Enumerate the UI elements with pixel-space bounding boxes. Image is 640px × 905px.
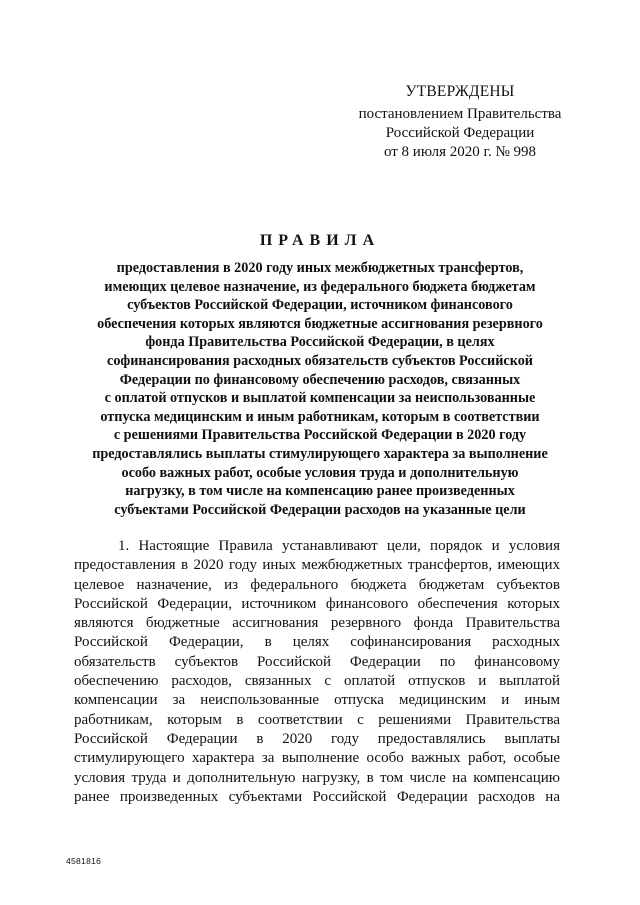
paragraph-line: стимулирующего характера за выполнение особо важных работ, особые: [74, 750, 560, 767]
approval-line-1: постановлением Правительства: [358, 106, 562, 122]
subtitle-line: субъектов Российской Федерации, источником финансового: [127, 297, 513, 314]
subtitle-line: с решениями Правительства Российской Федерации в 2020 году: [113, 427, 527, 444]
subtitle-line: особо важных работ, особые условия труда и дополнительную: [121, 464, 519, 481]
subtitle-line: субъектами Российской Федерации расходов на указанные цели: [114, 501, 526, 518]
document-subtitle: [72, 259, 568, 519]
subtitle-line: предоставления в 2020 году иных межбюджетных трансфертов,: [116, 260, 524, 276]
document-code: 4581816: [66, 856, 102, 866]
paragraph-line: являются бюджетные ассигнования резервного фонда Правительства: [74, 615, 560, 632]
paragraph-line: работникам, которым в соответствии с решениями Правительства: [74, 711, 560, 728]
paragraph-1: [74, 537, 560, 807]
subtitle-line: фонда Правительства Российской Федерации, в целях: [145, 334, 495, 351]
subtitle-line: Федерации по финансовому обеспечению расходов, связанных: [119, 371, 521, 388]
paragraph-line: целевое назначение, из федерального бюджета бюджетам субъектов: [74, 576, 560, 593]
paragraph-line: условия труда и дополнительную нагрузку, в том числе на компенсацию: [74, 769, 560, 786]
paragraph-line: обязательств субъектов Российской Федерации по финансовому: [74, 653, 560, 670]
document-title: ПРАВИЛА: [259, 232, 381, 249]
paragraph-line: обеспечению расходов, связанных с оплатой отпусков и выплатой: [74, 673, 560, 690]
subtitle-line: имеющих целевое назначение, из федерального бюджета бюджетам: [104, 278, 536, 295]
subtitle-line: отпуска медицинским и иным работникам, которым в соответствии: [100, 408, 540, 425]
approval-block: [330, 82, 590, 162]
subtitle-line: предоставлялись выплаты стимулирующего характера за выполнение: [92, 445, 548, 462]
subtitle-line: обеспечения которых являются бюджетные ассигнования резервного: [97, 315, 543, 332]
paragraph-line: Российской Федерации в 2020 году предоставлялись выплаты: [74, 730, 560, 747]
subtitle-line: с оплатой отпусков и выплатой компенсации за неиспользованные: [104, 390, 536, 407]
paragraph-line: ранее произведенных субъектами Российской Федерации расходов на: [74, 788, 560, 805]
approval-line-3: от 8 июля 2020 г. № 998: [383, 144, 537, 160]
subtitle-line: нагрузку, в том числе на компенсацию ранее произведенных: [125, 483, 515, 500]
paragraph-line: 1. Настоящие Правила устанавливают цели, порядок и условия: [118, 538, 560, 554]
paragraph-line: Российской Федерации, в целях софинансирования расходных: [74, 634, 560, 651]
paragraph-line: предоставления в 2020 году иных межбюджетных трансфертов, имеющих: [74, 557, 560, 574]
approval-line-2: Российской Федерации: [385, 125, 535, 141]
paragraph-line: Российской Федерации, источником финансового обеспечения которых: [74, 595, 560, 612]
approval-title: УТВЕРЖДЕНЫ: [405, 83, 515, 100]
paragraph-line: компенсации за неиспользованные отпуска медицинским и иным: [74, 692, 560, 709]
subtitle-line: софинансирования расходных обязательств субъектов Российской: [107, 352, 533, 369]
